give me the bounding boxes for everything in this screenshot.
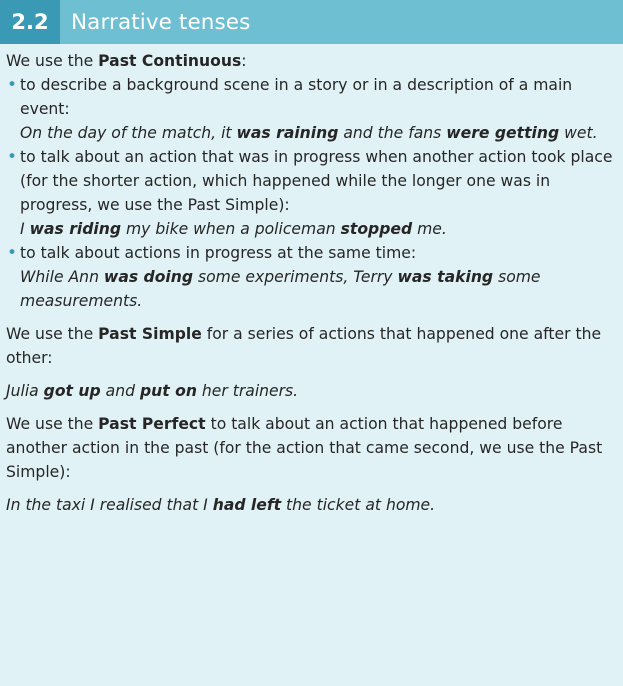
list-item: • to talk about actions in progress at the same time: While Ann was doing some experiments, Terry was taking some measurements.: [7, 243, 541, 310]
section-number: 2.2: [0, 0, 60, 44]
past-continuous-uses: [6, 73, 617, 313]
past-continuous-term: Past Continuous: [98, 52, 242, 70]
example-sentence: On the day of the match, it was raining and the fans were getting wet.: [20, 124, 598, 142]
past-perfect-rule: We use the Past Perfect to talk about an action that happened before another action in the past (for the action that came second, we use the Past Simple):: [6, 415, 603, 481]
grammar-content: [0, 44, 623, 517]
example-sentence: I was riding my bike when a policeman stopped me.: [20, 220, 447, 238]
past-simple-rule: We use the Past Simple for a series of actions that happened one after the other:: [6, 325, 602, 367]
bullet-icon: •: [7, 75, 18, 95]
past-perfect-term: Past Perfect: [98, 415, 206, 433]
list-item: • to talk about an action that was in progress when another action took place (for the shorter action, which happened while the longer one was in progress, we use the Past Simple): I was riding my bike when a policeman stopped me.: [7, 147, 613, 238]
bullet-icon: •: [7, 243, 18, 263]
section-header: [0, 0, 623, 44]
section-title: Narrative tenses: [71, 9, 251, 35]
example-sentence: While Ann was doing some experiments, Terry was taking some measurements.: [20, 268, 541, 310]
past-continuous-intro: We use the Past Continuous:: [6, 52, 247, 70]
bullet-icon: •: [7, 147, 18, 167]
past-simple-term: Past Simple: [98, 325, 202, 343]
example-sentence: Julia got up and put on her trainers.: [6, 382, 299, 400]
example-sentence: In the taxi I realised that I had left the ticket at home.: [6, 496, 436, 514]
list-item: • to describe a background scene in a story or in a description of a main event: On the day of the match, it was raining and the fans were getting wet.: [7, 75, 598, 142]
